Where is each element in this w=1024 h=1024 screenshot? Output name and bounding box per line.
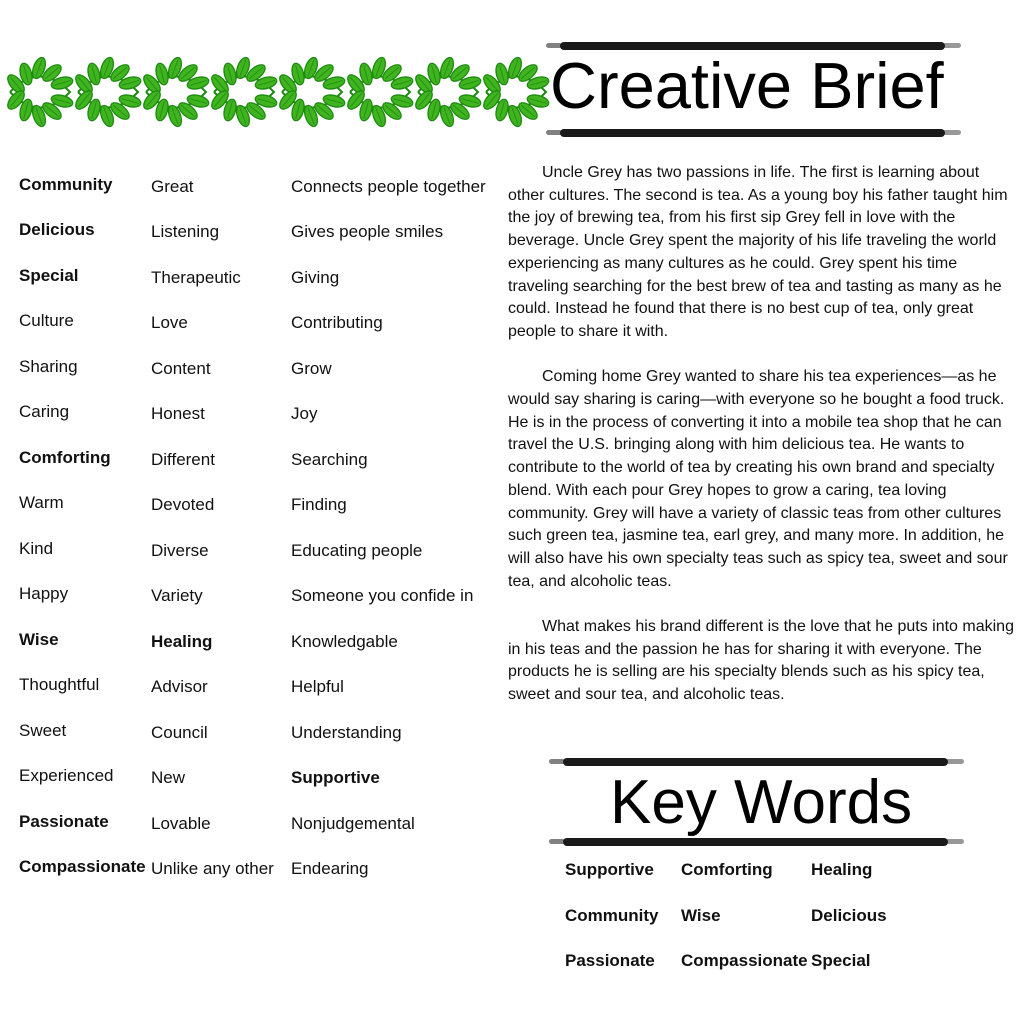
key-word: Special — [811, 951, 871, 970]
word-item: Lovable — [151, 814, 211, 833]
word-item: Love — [151, 313, 188, 332]
word-item: Community — [19, 175, 113, 194]
word-item: Knowledgable — [291, 632, 398, 651]
word-item: Special — [19, 266, 79, 285]
title-bottom-brush-stroke — [560, 129, 945, 137]
word-item: Healing — [151, 632, 213, 651]
key-word: Healing — [811, 860, 873, 879]
word-item: Warm — [19, 493, 64, 512]
word-item: Thoughtful — [19, 675, 100, 694]
story-paragraph: Uncle Grey has two passions in life. The first is learning about other cultures. The second is tea. As a young boy his father taught him the joy of brewing tea, from his first sip Grey fell in love with the beverage. Uncle Grey spent the majority of his life traveling the world experiencing as many cultures as he could. Grey spent his time traveling searching for the best brew of tea and tasting as many as he could. Instead he found that there is no best cup of tea, only great people to share it with. — [508, 164, 1008, 340]
word-item: Therapeutic — [151, 268, 241, 287]
word-item: Grow — [291, 359, 332, 378]
word-item: Unlike any other — [151, 859, 274, 878]
key-word: Delicious — [811, 906, 887, 925]
page-title: Creative Brief — [550, 49, 944, 122]
word-item: Kind — [19, 539, 54, 558]
word-item: Someone you confide in — [291, 586, 474, 605]
word-item: Helpful — [291, 677, 344, 696]
key-word: Comforting — [681, 860, 773, 879]
word-item: Experienced — [19, 766, 114, 785]
word-item: Educating people — [291, 541, 423, 560]
keywords-bottom-brush-stroke — [563, 838, 948, 846]
key-words-title: Key Words — [610, 768, 913, 837]
word-item: Culture — [19, 311, 74, 330]
word-item: Connects people together — [291, 177, 486, 196]
word-item: Passionate — [19, 812, 109, 831]
word-item: Sweet — [19, 721, 67, 740]
word-item: Giving — [291, 268, 340, 287]
word-item: Understanding — [291, 723, 402, 742]
word-item: Diverse — [151, 541, 209, 560]
word-item: Different — [151, 450, 215, 469]
word-item: Joy — [291, 404, 318, 423]
word-item: Supportive — [291, 768, 380, 787]
word-item: Endearing — [291, 859, 369, 878]
word-item: Contributing — [291, 313, 383, 332]
word-item: Gives people smiles — [291, 222, 444, 241]
word-item: Devoted — [151, 495, 215, 514]
key-word: Community — [565, 906, 659, 925]
laurel-border-graphic — [6, 55, 551, 130]
word-item: Sharing — [19, 357, 78, 376]
word-item: Wise — [19, 630, 59, 649]
word-item: Great — [151, 177, 194, 196]
key-word: Supportive — [565, 860, 654, 879]
word-item: Caring — [19, 402, 70, 421]
brand-story — [508, 162, 1020, 730]
word-item: Variety — [151, 586, 203, 605]
word-item: Searching — [291, 450, 368, 469]
word-item: Delicious — [19, 220, 95, 239]
word-item: New — [151, 768, 186, 787]
key-word: Passionate — [565, 951, 655, 970]
story-paragraph: What makes his brand different is the love that he puts into making in his teas and the passion he has for sharing it with everyone. The products he is selling are his specialty blends such as his spicy tea, sweet and sour tea, and alcoholic teas. — [508, 618, 1014, 704]
word-item: Listening — [151, 222, 220, 241]
word-item: Compassionate — [19, 857, 146, 876]
word-item: Happy — [19, 584, 69, 603]
key-word: Wise — [681, 906, 721, 925]
word-item: Council — [151, 723, 208, 742]
word-item: Honest — [151, 404, 205, 423]
story-paragraph: Coming home Grey wanted to share his tea experiences—as he would say sharing is caring—with everyone so he bought a food truck. He is in the process of converting it into a mobile tea shop that he can travel the U.S. bringing along with him delicious tea. He wants to contribute to the world of tea by creating his own brand and specialty blend. With each pour Grey hopes to grow a caring, tea loving community. Grey will have a variety of classic teas from other cultures such green tea, jasmine tea, earl grey, and many more. In addition, he will also have his own specialty teas such as spicy tea, sweet and sour tea, and alcoholic teas. — [508, 368, 1008, 590]
word-item: Finding — [291, 495, 347, 514]
key-word: Compassionate — [681, 951, 808, 970]
word-item: Nonjudgemental — [291, 814, 415, 833]
word-item: Content — [151, 359, 211, 378]
word-item: Advisor — [151, 677, 208, 696]
word-item: Comforting — [19, 448, 111, 467]
